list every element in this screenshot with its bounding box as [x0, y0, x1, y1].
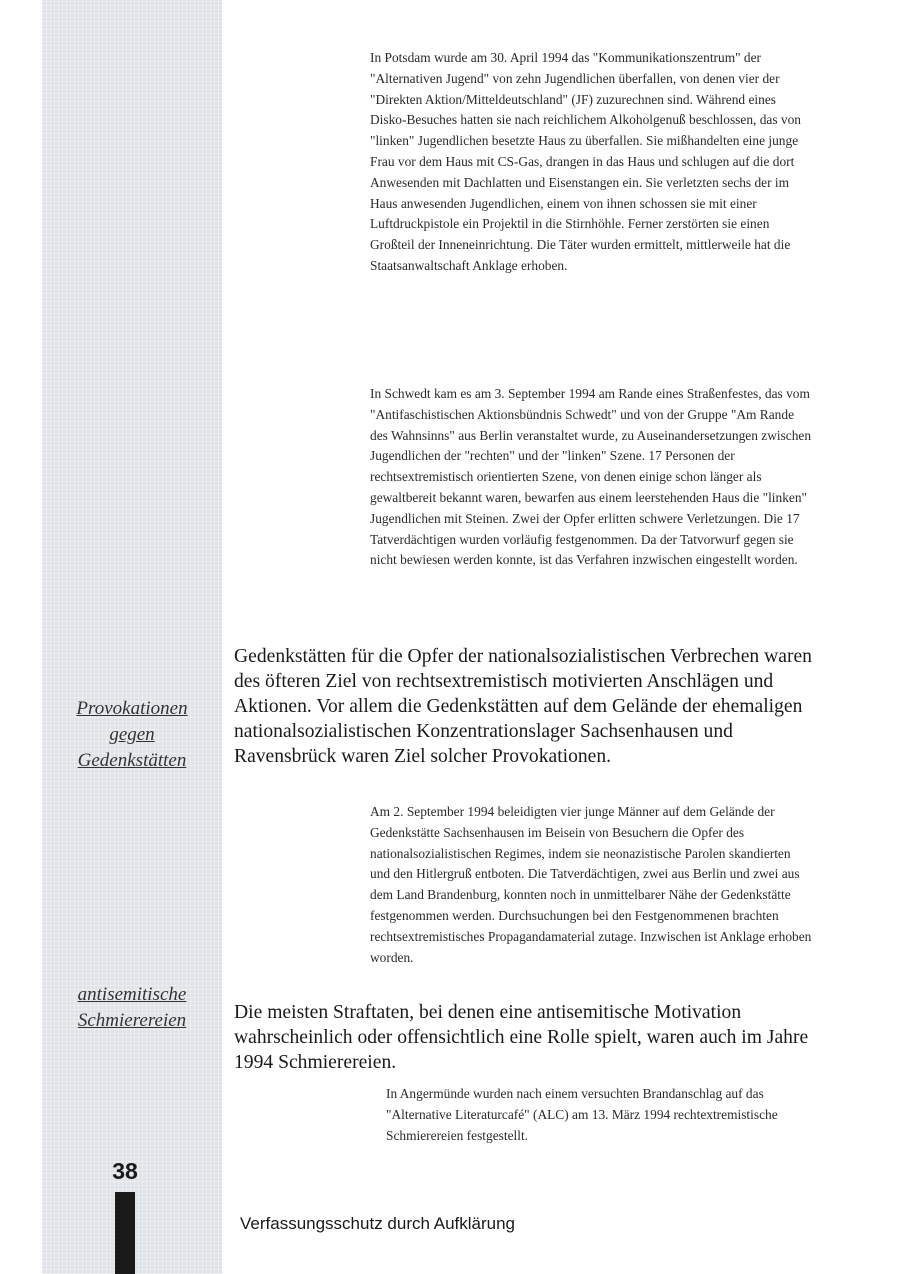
paragraph-angermuende: In Angermünde wurden nach einem versuchten Brandanschlag auf das "Alternative Literaturcafé" (ALC) am 13. März 1994 rechtextremistische Schmierereien festgestellt. [386, 1086, 778, 1143]
margin-heading-schmierereien [42, 982, 222, 1034]
page-number-bar [115, 1192, 135, 1274]
paragraph-sachsenhausen: Am 2. September 1994 beleidigten vier junge Männer auf dem Gelände der Gedenkstätte Sachsenhausen im Beisein von Besuchern die Opfer des nationalsozialistischen Regimes, indem sie neonazistische Parolen skandierten und den Hitlergruß entboten. Die Tatverdächtigen, zwei aus Berlin und zwei aus dem Land Brandenburg, konnten noch in unmittelbarer Nähe der Gedenkstätte festgenommen werden. Durchsuchungen bei den Festgenommenen brachten rechtsextremistisches Propagandamaterial zutage. Inzwischen ist Anklage erhoben worden. [370, 804, 812, 965]
margin-heading-line: gegen [109, 724, 155, 745]
paragraph-schwedt: In Schwedt kam es am 3. September 1994 am Rande eines Straßenfestes, das vom "Antifaschistischen Aktionsbündnis Schwedt" und von der Gruppe "Am Rande des Wahnsinns" aus Berlin veranstaltet wurde, zu Auseinandersetzungen zwischen Jugendlichen der "rechten" und der "linken" Szene. 17 Personen der rechtsextremistisch orientierten Szene, von denen einige schon länger als gewaltbereit bekannt waren, bewarfen aus einem leerstehenden Haus die "linken" Jugendlichen mit Steinen. Zwei der Opfer erlitten schwere Verletzungen. Die 17 Tatverdächtigen wurden vorläufig festgenommen. Da der Tatvorwurf gegen sie nicht bewiesen werden konnte, ist das Verfahren inzwischen eingestellt worden. [370, 386, 812, 568]
page-number: 38 [112, 1158, 138, 1184]
margin-heading-line: antisemitische [77, 984, 187, 1005]
margin-heading-line: Schmierereien [77, 1010, 187, 1031]
sidebar-margin [42, 0, 222, 1274]
margin-heading-line: Gedenkstätten [77, 750, 187, 771]
margin-heading-line: Provokationen [76, 698, 188, 719]
paragraph-gedenkstaetten: Gedenkstätten für die Opfer der nationalsozialistischen Verbrechen waren des öfteren Ziel von rechtsextremistisch motivierten Anschlägen und Aktionen. Vor allem die Gedenkstätten auf dem Gelände der ehemaligen nationalsozialistischen Konzentrationslager Sachsenhausen und Ravensbrück waren Ziel solcher Provokationen. [234, 646, 812, 767]
paragraph-potsdam: In Potsdam wurde am 30. April 1994 das "Kommunikationszentrum" der "Alternativen Jugend" von zehn Jugendlichen überfallen, von denen vier der "Direkten Aktion/Mitteldeutschland" (JF) zuzurechnen sind. Während eines Disko-Besuches hatten sie nach reichlichem Alkoholgenuß beschlossen, das von "linken" Jugendlichen besetzte Haus zu überfallen. Sie mißhandelten eine junge Frau vor dem Haus mit CS-Gas, drangen in das Haus und schlugen auf die dort Anwesenden mit Dachlatten und Eisenstangen ein. Sie verletzten sechs der im Haus anwesenden Jugendlichen, einem von ihnen schossen sie mit einer Luftdruckpistole ein Projektil in die Stirnhöhle. Ferner zerstörten sie einen Großteil der Inneneinrichtung. Die Täter wurden ermittelt, mittlerweile hat die Staatsanwaltschaft Anklage erhoben. [370, 50, 802, 273]
margin-heading-provokationen [42, 696, 222, 774]
footer-title: Verfassungsschutz durch Aufklärung [240, 1214, 515, 1233]
paragraph-straftaten: Die meisten Straftaten, bei denen eine antisemitische Motivation wahrscheinlich oder offensichtlich eine Rolle spielt, waren auch im Jahre 1994 Schmierereien. [234, 1002, 809, 1073]
